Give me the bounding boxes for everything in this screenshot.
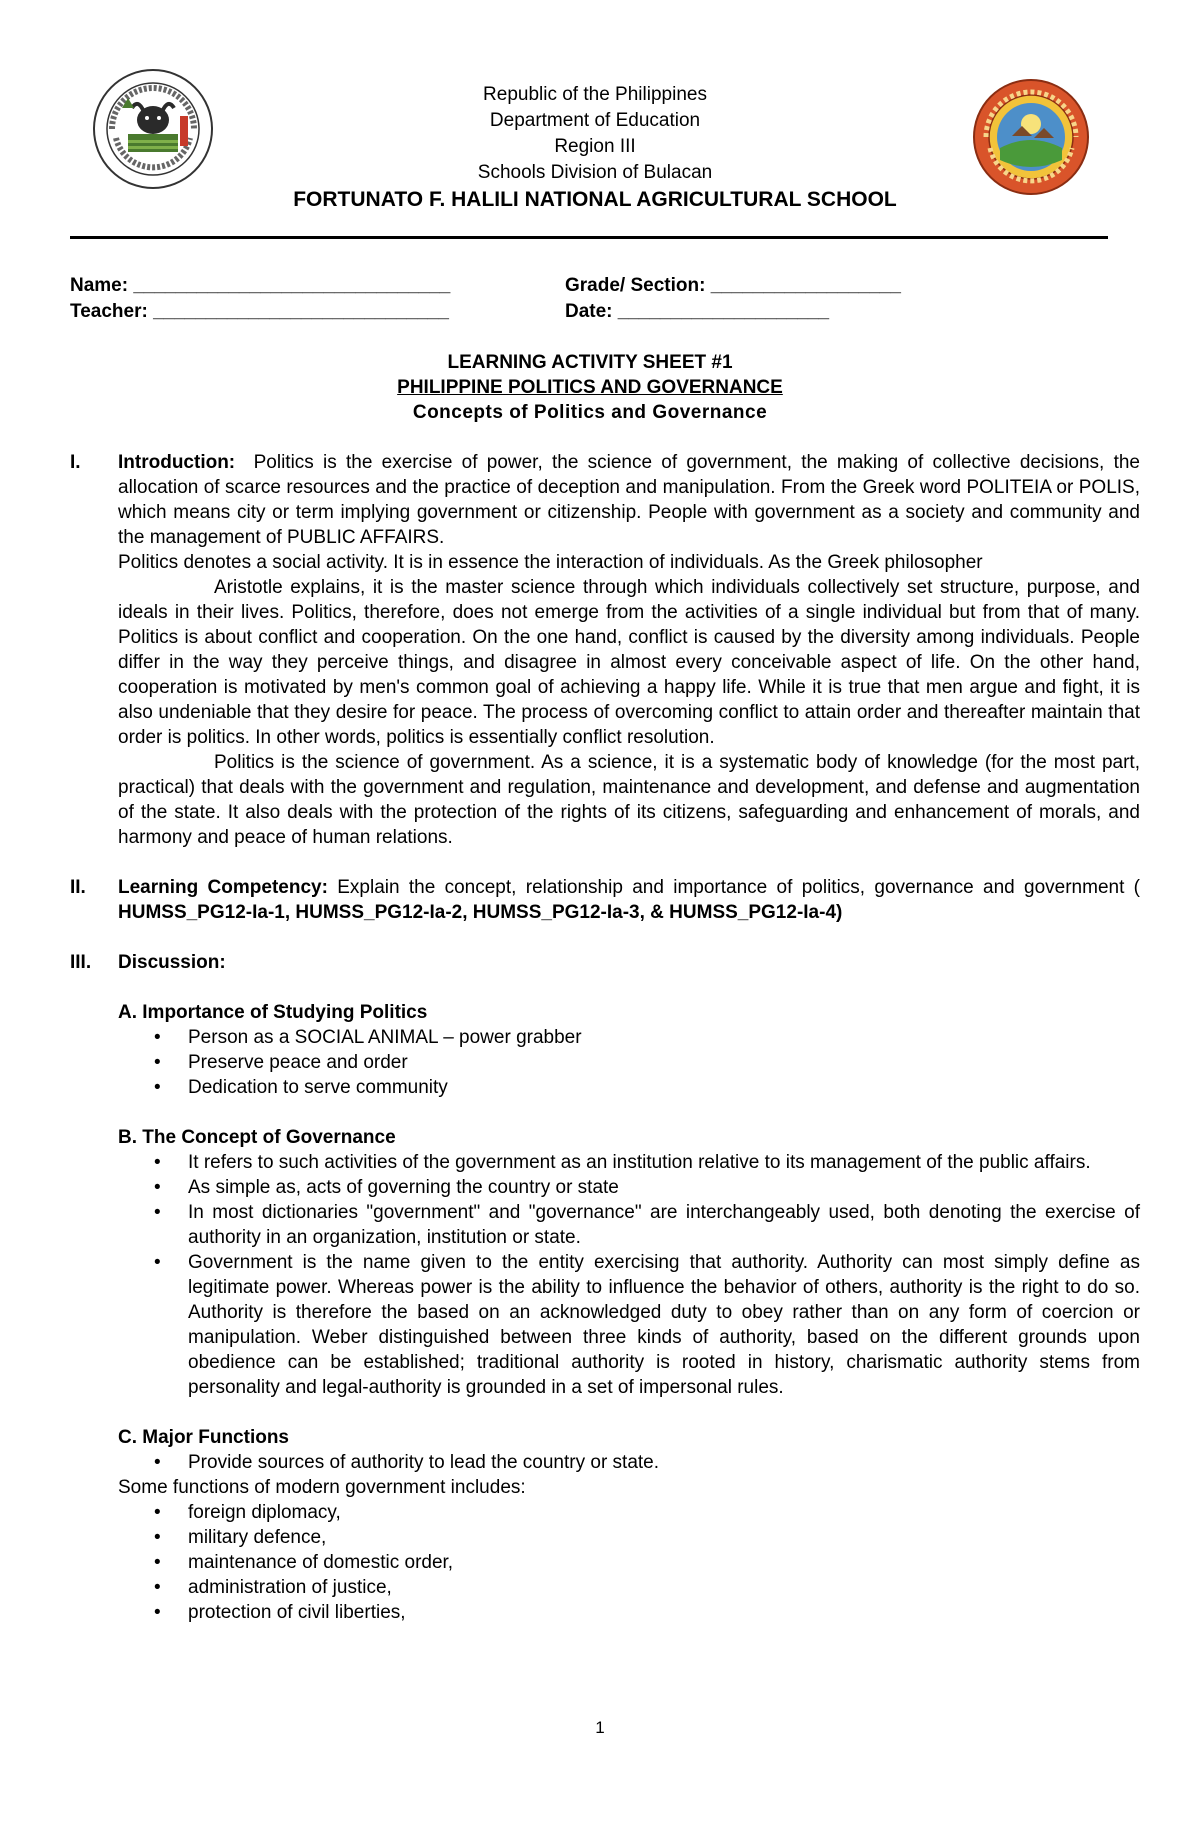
- list-item: • foreign diplomacy,: [118, 1500, 1140, 1525]
- list-item: • Dedication to serve community: [118, 1075, 1140, 1100]
- section-number: II.: [70, 877, 86, 898]
- list-item: • As simple as, acts of governing the country or state: [118, 1175, 1140, 1200]
- subsection-c-title: C. Major Functions: [118, 1427, 289, 1448]
- document-body: [70, 450, 1140, 1625]
- school-name: FORTUNATO F. HALILI NATIONAL AGRICULTURAL SCHOOL: [293, 188, 897, 211]
- subject-title: PHILIPPINE POLITICS AND GOVERNANCE: [397, 377, 783, 398]
- page-number: 1: [595, 1718, 605, 1737]
- header-divider: [70, 236, 1108, 239]
- competency-paragraph: Learning Competency: Explain the concept, relationship and importance of politics, governance and government ( HUMSS_PG12-Ia-1, HUMSS_PG12-Ia-2, HUMSS_PG12-Ia-3, & HUMSS_PG12-Ia-4): [118, 877, 1140, 923]
- governance-list: [118, 1150, 1140, 1400]
- list-item: • It refers to such activities of the government as an institution relative to its management of the public affairs.: [118, 1150, 1140, 1175]
- subsection-a-title: A. Importance of Studying Politics: [118, 1002, 428, 1023]
- competency-label: Learning Competency:: [118, 877, 328, 898]
- header-division: Schools Division of Bulacan: [477, 162, 713, 183]
- list-item: • protection of civil liberties,: [118, 1600, 1140, 1625]
- subsection-b-title: B. The Concept of Governance: [118, 1127, 396, 1148]
- list-item: • Provide sources of authority to lead the country or state.: [118, 1450, 1140, 1475]
- letterhead: [200, 82, 990, 214]
- section-number: I.: [70, 452, 81, 473]
- discussion-label: Discussion:: [118, 952, 226, 973]
- competency-codes: HUMSS_PG12-Ia-1, HUMSS_PG12-Ia-2, HUMSS_PG12-Ia-3, & HUMSS_PG12-Ia-4): [118, 902, 843, 923]
- section-discussion: [70, 950, 1140, 1625]
- date-field[interactable]: Date: ____________________: [565, 301, 830, 322]
- intro-paragraph-3: Aristotle explains, it is the master science through which individuals collectively set structure, purpose, and ideals in their lives. Politics, therefore, does not emerge from the activities of a single individual but from that of many. Politics is about conflict and cooperation. On the one hand, conflict is caused by the diversity among individuals. People differ in the way they perceive things, and disagree in almost every conceivable aspect of life. On the other hand, cooperation is motivated by men's common goal of achieving a happy life. While it is true that men argue and fight, it is also undeniable that they desire for peace. The process of overcoming conflict to attain order and thereafter maintain that order is politics. In other words, politics is essentially conflict resolution.: [118, 577, 1140, 748]
- list-item: • In most dictionaries "government" and "governance" are interchangeably used, both denoting the exercise of authority in an organization, institution or state.: [118, 1200, 1140, 1250]
- section-number: III.: [70, 952, 92, 973]
- intro-paragraph-1: Introduction: Politics is the exercise of power, the science of government, the making of collective decisions, the allocation of scarce resources and the practice of deception and manipulation. From the Greek word POLITEIA or POLIS, which means city or term implying government or citizenship. People with government as a society and community and the management of PUBLIC AFFAIRS.: [118, 452, 1140, 548]
- student-info-fields: [70, 273, 1110, 325]
- grade-section-field[interactable]: Grade/ Section: __________________: [565, 275, 901, 296]
- sheet-title: LEARNING ACTIVITY SHEET #1: [447, 352, 733, 373]
- list-item: • maintenance of domestic order,: [118, 1550, 1140, 1575]
- header-department: Department of Education: [489, 110, 701, 131]
- sheet-titles: [70, 350, 1110, 425]
- list-item: • military defence,: [118, 1525, 1140, 1550]
- header-republic: Republic of the Philippines: [483, 84, 707, 105]
- modern-functions-list: [118, 1500, 1140, 1625]
- teacher-field[interactable]: Teacher: ____________________________: [70, 301, 449, 322]
- intro-paragraph-4: Politics is the science of government. As a science, it is a systematic body of knowledge (for the most part, practical) that deals with the government and regulation, maintenance and development, and defense and augmentation of the state. It also deals with the protection of the rights of its citizens, safeguarding and enhancement of morals, and harmony and peace of human relations.: [118, 752, 1140, 848]
- list-item: • administration of justice,: [118, 1575, 1140, 1600]
- section-competency: [70, 875, 1140, 925]
- list-item: • Person as a SOCIAL ANIMAL – power grabber: [118, 1025, 1140, 1050]
- functions-lead: Some functions of modern government includes:: [118, 1477, 526, 1498]
- list-item: • Government is the name given to the entity exercising that authority. Authority can most simply define as legitimate power. Whereas power is the ability to influence the behavior of others, authority is the right to do so. Authority is therefore the based on an acknowledged duty to obey rather than on any form of coercion or manipulation. Weber distinguished between three kinds of authority, based on the different grounds upon obedience can be established; traditional authority is rooted in history, charismatic authority stems from personality and legal-authority is grounded in a set of impersonal rules.: [118, 1250, 1140, 1400]
- name-field[interactable]: Name: ______________________________: [70, 275, 451, 296]
- importance-list: [118, 1025, 1140, 1100]
- topic-title: Concepts of Politics and Governance: [412, 402, 768, 423]
- header-region: Region III: [554, 136, 636, 157]
- intro-label: Introduction:: [118, 452, 236, 473]
- section-introduction: [70, 450, 1140, 850]
- list-item: • Preserve peace and order: [118, 1050, 1140, 1075]
- school-seal-logo: [92, 68, 214, 190]
- major-functions-list: [118, 1450, 1140, 1475]
- intro-paragraph-2: Politics denotes a social activity. It is in essence the interaction of individuals. As the Greek philosopher: [118, 552, 983, 573]
